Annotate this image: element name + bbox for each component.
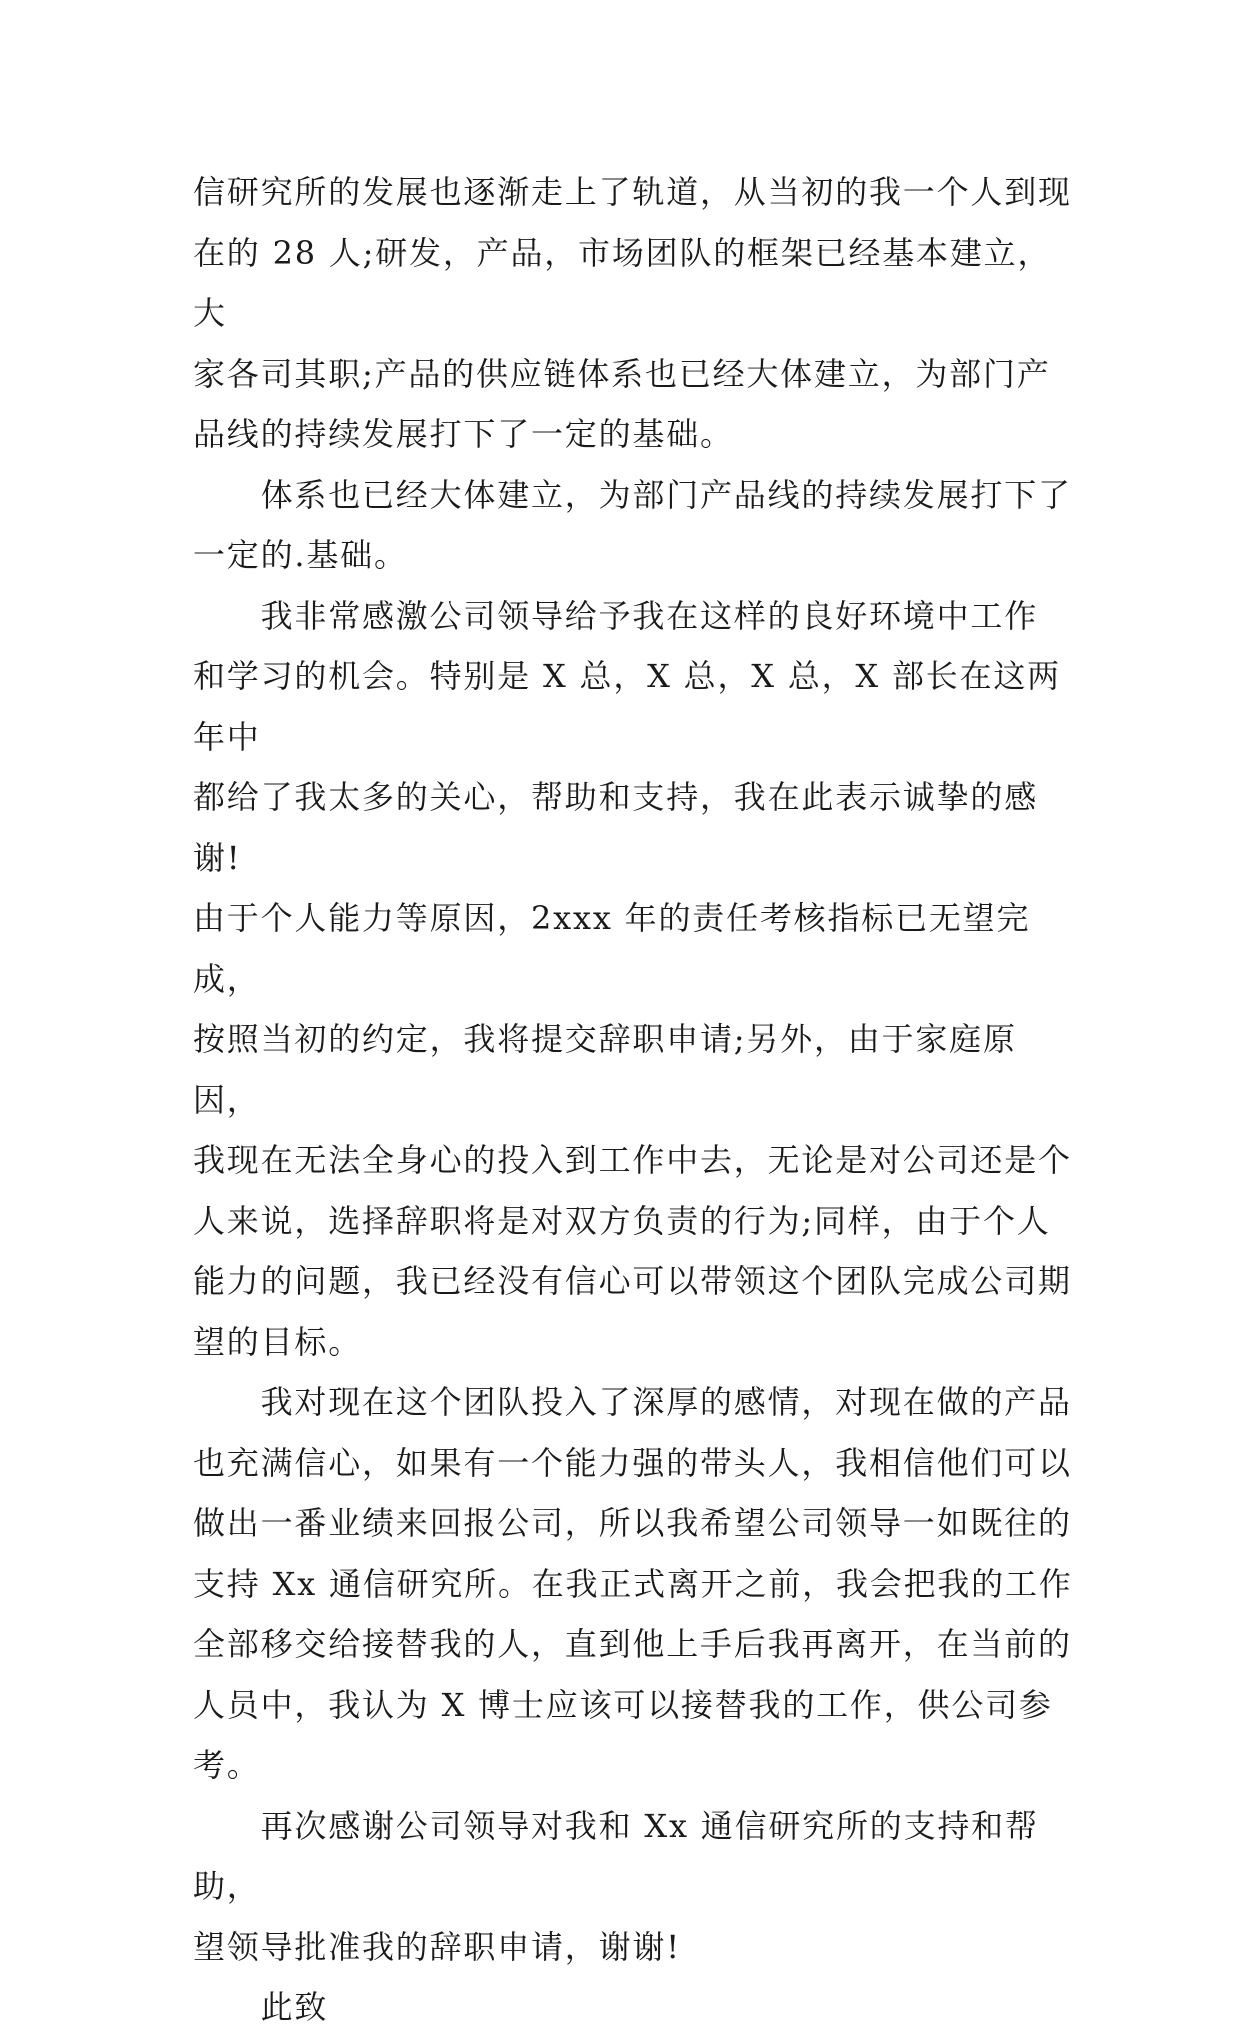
document-body <box>193 162 1073 2038</box>
paragraph-gratitude: 我非常感激公司领导给予我在这样的良好环境中工作 和学习的机会。特别是 X 总，X 总，X 总，X 部长在这两年中 都给了我太多的关心，帮助和支持，我在此表示诚挚的感谢! 由于个人能力等原因，2xxx 年的责任考核指标已无望完成， 按照当初的约定，我将提交辞职申请;另外，由于家庭原因， 我现在无法全身心的投入到工作中去，无论是对公司还是个 人来说，选择辞职将是对双方负责的行为;同样，由于个人 能力的问题，我已经没有信心可以带领这个团队完成公司期 望的目标。 <box>193 596 1072 1361</box>
closing-salutation: 此致 <box>193 1988 329 2026</box>
paragraph-team: 我对现在这个团队投入了深厚的感情，对现在做的产品 也充满信心，如果有一个能力强的带头人，我相信他们可以 做出一番业绩来回报公司，所以我希望公司领导一如既往的 支持 Xx 通信研究所。在我正式离开之前，我会把我的工作 全部移交给接替我的人，直到他上手后我再离开，在当前的 人员中，我认为 X 博士应该可以接替我的工作，供公司参考。 <box>193 1383 1073 1784</box>
paragraph-continuation: 信研究所的发展也逐渐走上了轨道，从当初的我一个人到现 在的 28 人;研发，产品，市场团队的框架已经基本建立，大 家各司其职;产品的供应链体系也已经大体建立，为部门产 品线的持续发展打下了一定的基础。 <box>193 173 1072 453</box>
paragraph-thanks: 再次感谢公司领导对我和 Xx 通信研究所的支持和帮助， 望领导批准我的辞职申请，谢谢! <box>193 1806 1039 1966</box>
paragraph-system: 体系也已经大体建立，为部门产品线的持续发展打下了 一定的.基础。 <box>193 475 1072 574</box>
